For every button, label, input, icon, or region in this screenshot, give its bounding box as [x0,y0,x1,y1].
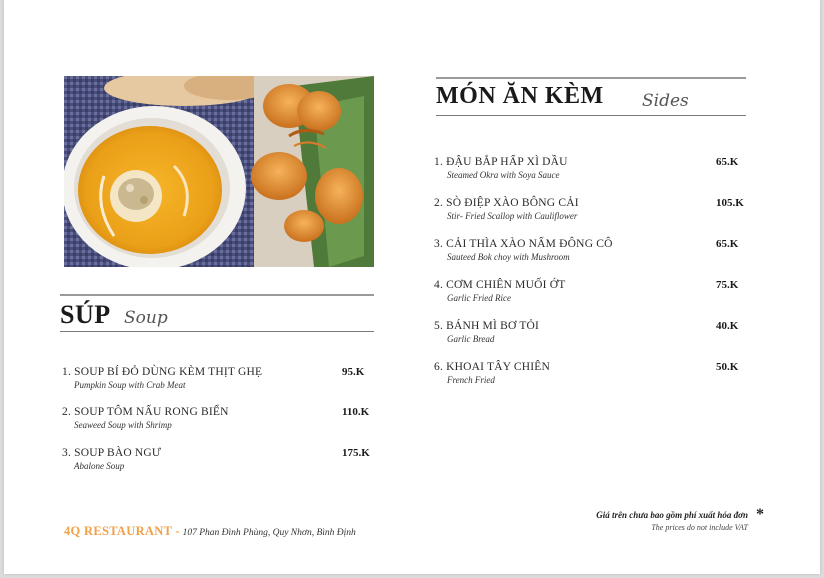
soup-item-2 [62,406,229,430]
soup-title: SÚP [60,300,111,329]
item-name-en: Seaweed Soup with Shrimp [74,420,172,430]
soup-price-2: 110.K [342,406,370,418]
sides-price-1: 65.K [716,156,739,168]
sides-item-4 [434,279,565,303]
footer-brand [64,524,356,539]
sides-item-3 [434,238,613,262]
item-name-en: Pumpkin Soup with Crab Meat [74,380,186,390]
vat-note-vn: Giá trên chưa bao gồm phí xuất hóa đơn [596,510,748,520]
item-name-en: Abalone Soup [74,461,125,471]
soup-underline [60,331,374,332]
sides-price-2: 105.K [716,197,744,209]
item-name-vn: 3. CẢI THÌA XÀO NẤM ĐÔNG CÔ [434,238,613,250]
restaurant-address: 107 Phan Đình Phùng, Quy Nhơn, Bình Định [182,528,356,538]
sides-price-3: 65.K [716,238,739,250]
restaurant-name: 4Q RESTAURANT [64,524,173,538]
menu-page [4,0,820,574]
item-name-vn: 2. SÒ ĐIỆP XÀO BÔNG CẢI [434,197,579,209]
item-name-en: Garlic Fried Rice [447,293,511,303]
item-name-vn: 1. ĐẬU BẮP HẤP XÌ DẦU [434,156,568,168]
sides-item-2 [434,197,579,221]
vat-note [596,510,748,532]
sides-item-5 [434,320,539,344]
soup-item-1 [62,366,262,390]
item-name-en: Stir- Fried Scallop with Cauliflower [447,211,578,221]
soup-top-rule [60,294,374,296]
sides-price-4: 75.K [716,279,739,291]
soup-item-3 [62,447,161,471]
footer-separator: - [175,524,180,538]
soup-script-title: Soup [124,308,168,328]
item-name-en: Sauteed Bok choy with Mushroom [447,252,570,262]
sides-underline [436,115,746,116]
item-name-vn: 2. SOUP TÔM NẤU RONG BIỂN [62,406,229,418]
sides-script-title: Sides [642,91,689,111]
sides-top-rule [436,77,746,79]
item-name-vn: 6. KHOAI TÂY CHIÊN [434,361,551,373]
item-name-vn: 5. BÁNH MÌ BƠ TỎI [434,320,540,332]
sides-price-5: 40.K [716,320,739,332]
item-name-en: Steamed Okra with Soya Sauce [447,170,560,180]
sides-price-6: 50.K [716,361,739,373]
vat-note-en: The prices do not include VAT [651,523,748,532]
item-name-vn: 1. SOUP BÍ ĐỎ DÙNG KÈM THỊT GHẸ [62,366,263,378]
item-name-en: Garlic Bread [447,334,495,344]
soup-price-1: 95.K [342,366,365,378]
item-name-vn: 4. CƠM CHIÊN MUỐI ỚT [434,279,566,291]
item-name-vn: 3. SOUP BÀO NGƯ [62,447,162,459]
asterisk-icon: * [756,506,764,523]
food-photo-icon [64,76,374,267]
sides-item-6 [434,361,550,385]
sides-item-1 [434,156,568,180]
soup-price-3: 175.K [342,447,370,459]
sides-title: MÓN ĂN KÈM [436,83,604,109]
food-photo [64,76,374,267]
soup-header [60,294,374,340]
item-name-en: French Fried [447,375,495,385]
sides-header [436,77,746,123]
